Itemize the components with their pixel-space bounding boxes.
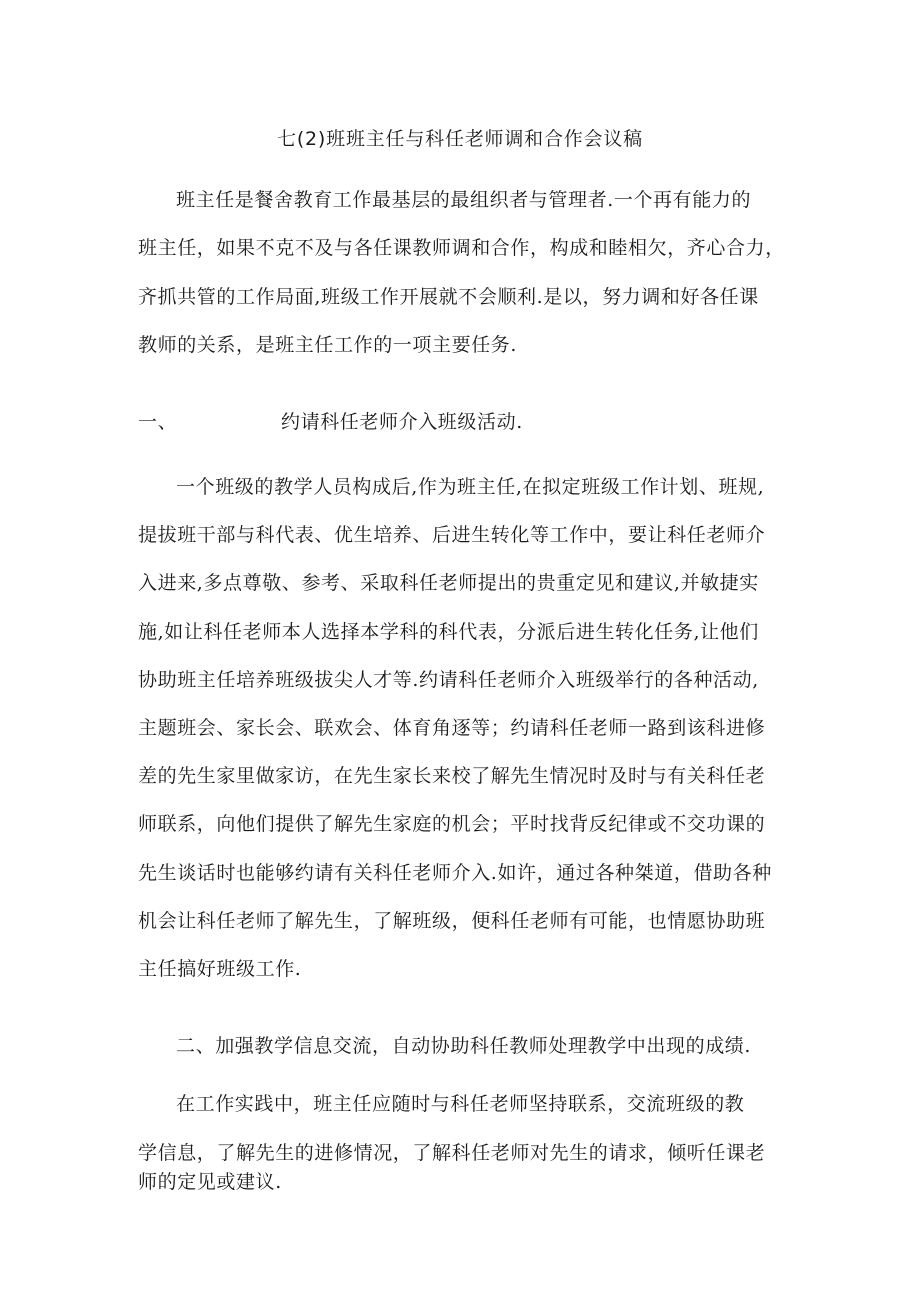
section1-line: 主任搞好班级工作. xyxy=(138,958,302,980)
section1-number: 一、 xyxy=(138,411,178,433)
intro-line: 班主任是餐舍教育工作最基层的最组织者与管理者.一个再有能力的 xyxy=(176,189,752,211)
section1-line: 提拔班干部与科代表、优生培养、后进生转化等工作中，要让科任老师介 xyxy=(138,524,766,546)
section1-line: 差的先生家里做家访，在先生家长来校了解先生情况时及时与有关科任老 xyxy=(138,765,766,787)
section1-line: 师联系，向他们提供了解先生家庭的机会；平时找背反纪律或不交功课的 xyxy=(138,813,766,835)
intro-line: 班主任，如果不克不及与各任课教师调和合作，构成和睦相欠，齐心合力， xyxy=(138,237,785,259)
section2-line: 学信息，了解先生的进修情况，了解科任老师对先生的请求，倾听任课老 xyxy=(138,1142,766,1164)
intro-line: 教师的关系，是班主任工作的一项主要任务. xyxy=(138,334,518,356)
section1-line: 先生谈话时也能够约请有关科任老师介入.如许，通过各种桀道，借助各种 xyxy=(138,862,772,884)
section1-heading: 约请科任老师介入班级活动. xyxy=(281,411,523,433)
section2-line: 在工作实践中，班主任应随时与科任老师坚持联系，交流班级的教 xyxy=(176,1093,745,1115)
section2-heading: 二、加强教学信息交流，自动协助科任教师处理教学中出现的成绩. xyxy=(176,1035,752,1057)
section1-line: 入进来,多点尊敬、参考、采取科任老师提出的贵重定见和建议,并敏捷实 xyxy=(138,572,759,594)
section1-line: 施,如让科任老师本人选择本学科的科代表，分派后进生转化任务,让他们 xyxy=(138,621,759,643)
section1-line: 主题班会、家长会、联欢会、体育角逐等；约请科任老师一路到该科进修 xyxy=(138,717,766,739)
section1-line: 机会让科任老师了解先生，了解班级，便科任老师有可能，也情愿协助班 xyxy=(138,910,766,932)
document-title: 七(2)班班主任与科任老师调和合作会议稿 xyxy=(277,128,643,150)
section2-line: 师的定见或建议. xyxy=(138,1171,282,1193)
intro-line: 齐抓共管的工作局面,班级工作开展就不会顺利.是以，努力调和好各任课 xyxy=(138,286,759,308)
section1-line: 协助班主任培养班级拔尖人才等.约请科任老师介入班级举行的各种活动, xyxy=(138,669,759,691)
section1-line: 一个班级的教学人员构成后,作为班主任,在拟定班级工作计划、班规, xyxy=(176,476,765,498)
